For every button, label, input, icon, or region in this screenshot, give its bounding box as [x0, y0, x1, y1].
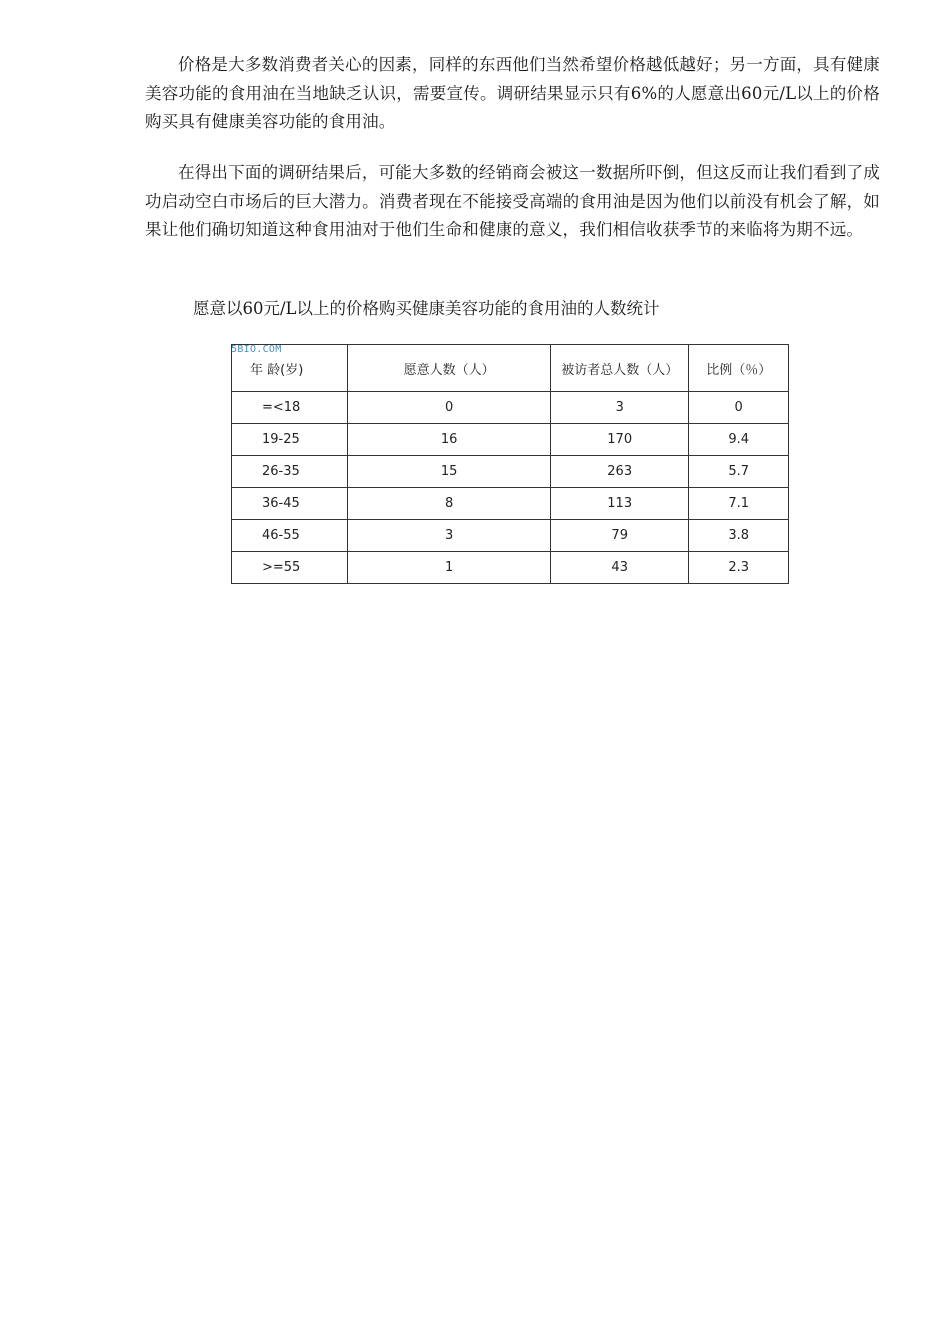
- table-row: [232, 424, 789, 456]
- cell-age: 46-55: [232, 520, 348, 552]
- table-row: [232, 520, 789, 552]
- cell-total: 3: [551, 392, 689, 424]
- table-row: [232, 392, 789, 424]
- cell-willing: 8: [348, 488, 551, 520]
- cell-age: 26-35: [232, 456, 348, 488]
- cell-ratio: 5.7: [689, 456, 789, 488]
- header-total: 被访者总人数（人）: [551, 345, 689, 392]
- cell-total: 79: [551, 520, 689, 552]
- table-caption: 愿意以60元/L以上的价格购买健康美容功能的食用油的人数统计: [193, 299, 660, 318]
- header-ratio: 比例（％）: [689, 345, 789, 392]
- table-header-row: [232, 345, 789, 392]
- survey-table-image: [231, 344, 789, 580]
- cell-total: 170: [551, 424, 689, 456]
- cell-ratio: 9.4: [689, 424, 789, 456]
- table-row: [232, 552, 789, 584]
- header-age: 年 龄(岁): [232, 345, 348, 392]
- watermark-text: 5BIO.COM: [231, 344, 282, 355]
- cell-total: 113: [551, 488, 689, 520]
- cell-ratio: 0: [689, 392, 789, 424]
- survey-table: [231, 344, 789, 584]
- cell-willing: 0: [348, 392, 551, 424]
- cell-ratio: 3.8: [689, 520, 789, 552]
- cell-total: 43: [551, 552, 689, 584]
- table-row: [232, 456, 789, 488]
- cell-age: >=55: [232, 552, 348, 584]
- cell-ratio: 2.3: [689, 552, 789, 584]
- cell-age: 19-25: [232, 424, 348, 456]
- paragraph-price: 价格是大多数消费者关心的因素，同样的东西他们当然希望价格越低越好；另一方面，具有健康美容功能的食用油在当地缺乏认识，需要宣传。调研结果显示只有6%的人愿意出60元/L以上的价格购买具有健康美容功能的食用油。: [145, 55, 880, 131]
- paragraph-potential: 在得出下面的调研结果后，可能大多数的经销商会被这一数据所吓倒，但这反而让我们看到了成功启动空白市场后的巨大潜力。消费者现在不能接受高端的食用油是因为他们以前没有机会了解，如果让他们确切知道这种食用油对于他们生命和健康的意义，我们相信收获季节的来临将为期不远。: [145, 163, 880, 239]
- cell-age: 36-45: [232, 488, 348, 520]
- table-row: [232, 488, 789, 520]
- cell-age: =<18: [232, 392, 348, 424]
- header-willing: 愿意人数（人）: [348, 345, 551, 392]
- cell-willing: 1: [348, 552, 551, 584]
- cell-willing: 16: [348, 424, 551, 456]
- cell-ratio: 7.1: [689, 488, 789, 520]
- cell-total: 263: [551, 456, 689, 488]
- cell-willing: 3: [348, 520, 551, 552]
- cell-willing: 15: [348, 456, 551, 488]
